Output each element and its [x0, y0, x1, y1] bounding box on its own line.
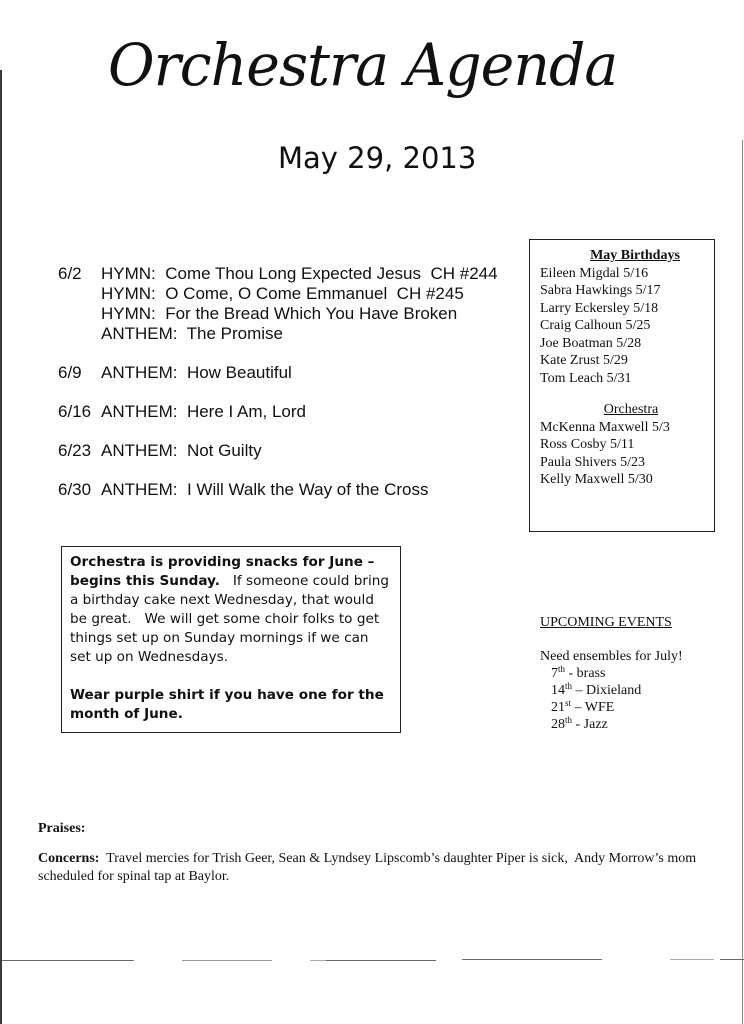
birthday-entry: Joe Boatman 5/28	[540, 335, 642, 351]
schedule-item: ANTHEM: I Will Walk the Way of the Cross	[101, 480, 429, 499]
birthday-entry: Sabra Hawkings 5/17	[540, 283, 661, 298]
concerns-label: Concerns:	[38, 851, 100, 866]
birthday-entry: Tom Leach 5/31	[540, 370, 632, 386]
scan-edge-left	[0, 70, 2, 1024]
event-text: - Jazz	[572, 717, 608, 732]
event-text: – Dixieland	[572, 683, 642, 698]
praises-label: Praises:	[38, 821, 86, 836]
schedule-group	[58, 264, 498, 344]
birthday-entry: Kate Zrust 5/29	[540, 353, 628, 368]
footer-rule-segment	[670, 959, 714, 960]
schedule-item: ANTHEM: Here I Am, Lord	[101, 402, 306, 421]
orchestra-birthdays-heading: Orchestra	[603, 402, 659, 417]
upcoming-events-intro: Need ensembles for July!	[540, 649, 683, 664]
birthday-entry: Paula Shivers 5/23	[540, 454, 645, 470]
footer-rule-segment	[326, 960, 436, 961]
schedule-date: 6/23	[58, 441, 92, 460]
schedule-group	[58, 363, 498, 383]
event-day-suffix: th	[565, 681, 573, 691]
shirt-reminder: Wear purple shirt if you have one for the month of June.	[70, 687, 384, 722]
birthdays-box	[529, 239, 715, 532]
schedule-item: ANTHEM: The Promise	[101, 324, 284, 343]
schedule-item: HYMN: O Come, O Come Emmanuel CH #245	[101, 284, 464, 303]
footer-rule-segment	[2, 960, 134, 961]
birthday-entry: Kelly Maxwell 5/30	[540, 472, 653, 487]
schedule-group	[58, 480, 498, 500]
birthday-entry: McKenna Maxwell 5/3	[540, 419, 670, 435]
event-day-suffix: th	[565, 715, 573, 725]
schedule-item: ANTHEM: How Beautiful	[101, 363, 292, 382]
schedule-items	[101, 480, 428, 500]
schedule-item: ANTHEM: Not Guilty	[101, 441, 262, 460]
page-title: Orchestra Agenda	[108, 31, 618, 99]
event-day: 7	[551, 666, 558, 681]
event-item	[540, 682, 683, 699]
event-item	[540, 699, 683, 716]
schedule-group	[58, 441, 498, 461]
music-schedule	[58, 264, 498, 519]
event-day-suffix: st	[565, 698, 572, 708]
event-day: 21	[551, 700, 565, 715]
event-item	[540, 665, 683, 682]
event-text: – WFE	[571, 700, 615, 715]
schedule-date: 6/9	[58, 363, 82, 382]
birthday-entry: Craig Calhoun 5/25	[540, 318, 651, 333]
snacks-notice-box	[61, 546, 401, 733]
footer-rule-segment	[720, 959, 744, 960]
snacks-paragraph	[70, 553, 392, 667]
scan-edge-right	[742, 140, 743, 1024]
birthdays-heading: May Birthdays	[590, 248, 680, 263]
birthday-entry: Larry Eckersley 5/18	[540, 300, 659, 316]
schedule-date: 6/30	[58, 480, 92, 499]
footer-rule-segment	[182, 960, 272, 961]
birthday-entry: Eileen Migdal 5/16	[540, 265, 649, 281]
upcoming-events-heading: UPCOMING EVENTS	[540, 615, 672, 630]
birthdays-list	[530, 265, 714, 388]
event-day-suffix: th	[558, 664, 566, 674]
snacks-body: If someone could bring a birthday cake next Wednesday, that would be great. We will get some choir folks to get things set up on Sunday mornings if we can set up on Wednesdays.	[70, 573, 394, 665]
schedule-date: 6/16	[58, 402, 92, 421]
event-day: 14	[551, 683, 565, 698]
event-item	[540, 716, 683, 733]
event-text: - brass	[565, 666, 606, 681]
birthday-entry: Ross Cosby 5/11	[540, 437, 635, 452]
footer-rule-segment	[462, 959, 602, 960]
schedule-date: 6/2	[58, 264, 82, 283]
schedule-item: HYMN: For the Bread Which You Have Broken	[101, 304, 458, 323]
schedule-items	[101, 441, 262, 461]
schedule-items	[101, 264, 498, 344]
concerns-text: Travel mercies for Trish Geer, Sean & Lyndsey Lipscomb’s daughter Piper is sick, Andy Morrow’s mom scheduled for spinal tap at Baylor.	[38, 851, 700, 884]
agenda-date: May 29, 2013	[278, 141, 477, 175]
schedule-items	[101, 402, 306, 422]
upcoming-events	[540, 614, 683, 733]
schedule-group	[58, 402, 498, 422]
schedule-items	[101, 363, 292, 383]
concerns-section	[38, 850, 728, 886]
orchestra-birthdays-list	[530, 419, 714, 489]
event-day: 28	[551, 717, 565, 732]
schedule-item: HYMN: Come Thou Long Expected Jesus CH #244	[101, 264, 498, 283]
snacks-intro: Orchestra is providing snacks for June – begins this Sunday.	[70, 554, 375, 589]
